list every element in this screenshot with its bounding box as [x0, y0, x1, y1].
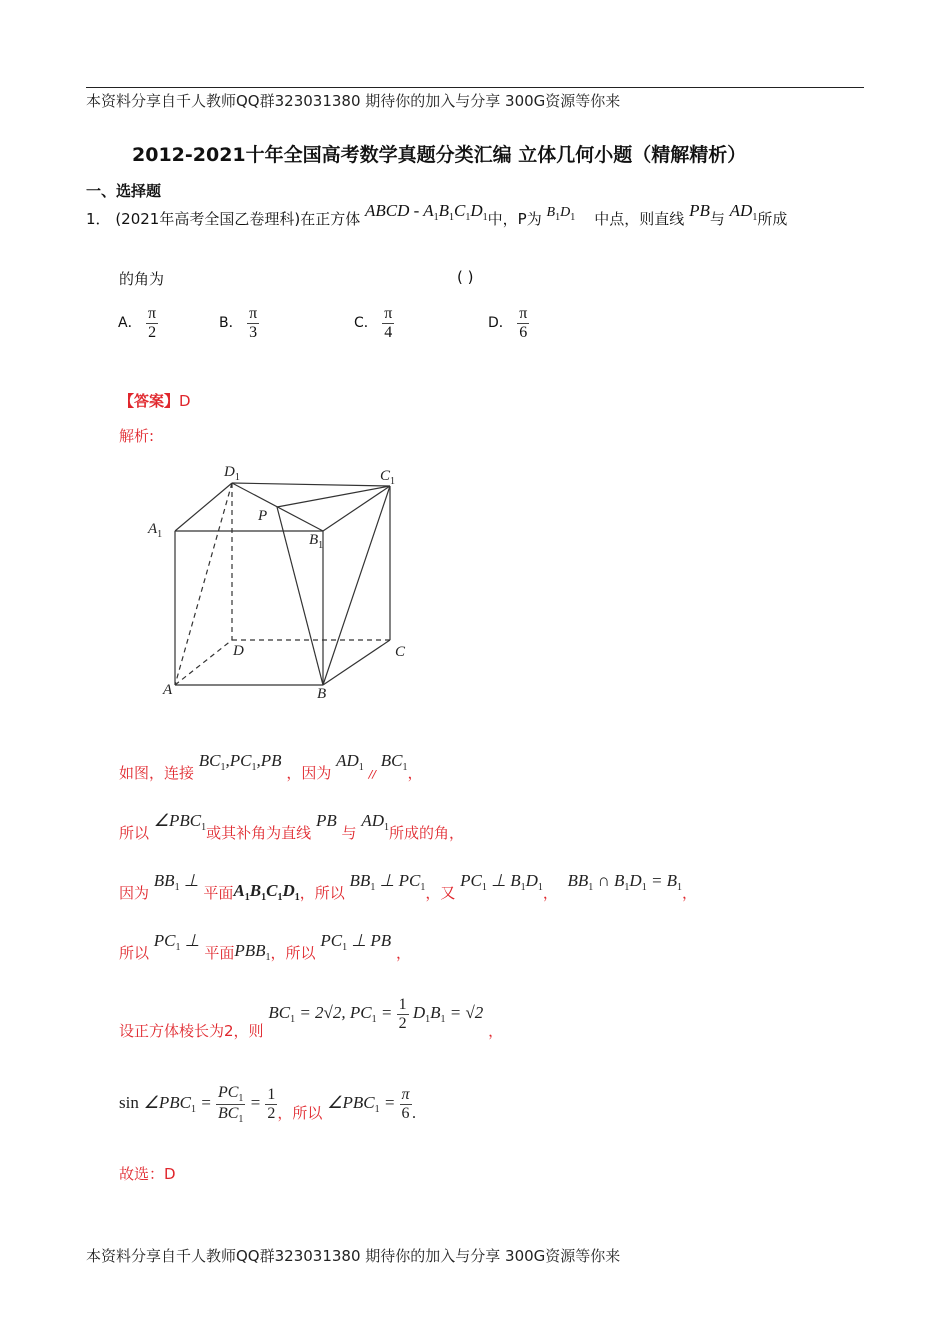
label-b: B: [317, 686, 327, 702]
solution-text: 平面: [204, 944, 235, 962]
header-rule: [86, 87, 864, 88]
solution-text: 因为: [119, 884, 150, 902]
math-bb1-perp-pc1: $BB_1$ ⊥ $PC_1$: [349, 871, 426, 893]
question-text-5: 与: [709, 210, 725, 228]
option-d[interactable]: [488, 305, 529, 341]
solution-text: ，: [488, 1022, 504, 1040]
math-bc1-pc1-pb: $BC_1,PC_1,PB$: [198, 751, 282, 773]
option-a[interactable]: [118, 305, 158, 341]
solution-text: 所以: [119, 824, 150, 842]
solution-text: ，: [542, 884, 558, 902]
label-p: P: [258, 508, 268, 524]
option-b[interactable]: [219, 305, 259, 341]
solution-text: 平面: [203, 884, 234, 902]
solution-text: 所成的角，: [388, 824, 464, 842]
segment-b1d1: $B_1D_1$: [546, 205, 576, 223]
question-text-3: 为: [526, 210, 542, 228]
label-c: C: [395, 644, 406, 660]
solution-text: ，所以: [270, 944, 316, 962]
math-pc1-perp-pb: $PC_1$ ⊥ PB: [320, 931, 392, 953]
solution-text: ，: [395, 944, 411, 962]
math-sin-formula: $\angle PBC_1$ = $\frac{PC_1}{BC_1}$ = $\frac{1}{2}$: [143, 1084, 276, 1125]
option-c-label: C．: [354, 315, 378, 332]
solution-text: ，所以: [277, 1104, 323, 1123]
solution-text: ，又: [425, 884, 456, 902]
solution-text: 所以: [119, 944, 150, 962]
question-line-2: 的角为: [119, 270, 165, 288]
section-heading: 一、选择题: [86, 182, 162, 200]
solution-text: ，: [682, 884, 698, 902]
label-a: A: [163, 682, 173, 698]
option-c-value: $\frac{\pi}{4}$: [384, 305, 393, 341]
segment-bc1: [323, 486, 390, 685]
question-number: 1．: [86, 210, 111, 228]
solution-text: ，: [407, 764, 423, 782]
solution-line-4: [119, 930, 411, 963]
solution-text: ，所以: [299, 884, 345, 902]
option-a-label: A．: [118, 315, 142, 332]
edge-bc: [323, 640, 390, 685]
question-text-2: 中，: [487, 210, 518, 228]
solution-line-2: [119, 810, 464, 842]
solution-line-1: [119, 750, 423, 782]
option-d-value: $\frac{\pi}{6}$: [519, 305, 528, 341]
label-a1: $A_1$: [148, 521, 163, 540]
question-source: (2021年高考全国乙卷理科): [115, 210, 301, 228]
solution-text: 设正方体棱长为2，则: [119, 1022, 264, 1040]
math-pb: PB: [315, 811, 337, 830]
edge-d1c1: [232, 483, 390, 486]
solution-text: 或其补角为直线: [206, 824, 312, 842]
question-text-6: 所成: [757, 210, 788, 228]
answer-label: 【答案】: [119, 392, 180, 410]
point-p: P: [517, 210, 527, 228]
solution-line-3: [119, 870, 698, 903]
math-pc1-perp: $PC_1$ ⊥: [153, 931, 200, 953]
parallel-symbol: //: [368, 768, 376, 781]
math-angle-result: $\angle PBC_1$ = $\frac{\pi}{6}$: [327, 1086, 410, 1122]
cube-name: ABCD - $A_1B_1C_1D_1$: [365, 201, 488, 223]
option-b-value: $\frac{\pi}{3}$: [249, 305, 258, 341]
math-lengths: $BC_1 = 2√2$, $PC_1$ = $\frac{1}{2}$ $D_1B_1 = √2$: [268, 996, 484, 1032]
footer-banner: 本资料分享自千人教师QQ群323031380 期待你的加入与分享 300G资源等你来: [86, 1247, 621, 1265]
solution-text: 与: [341, 824, 357, 842]
math-bb1-perp: $BB_1$ ⊥: [153, 871, 199, 893]
analysis-label: 解析:: [119, 427, 155, 445]
final-answer: 故选：D: [119, 1165, 176, 1183]
option-c[interactable]: [354, 305, 394, 341]
option-d-label: D．: [488, 315, 513, 332]
answer-paren: ( ): [457, 268, 474, 286]
segment-pc1: [277, 486, 390, 507]
solution-line-5: [119, 990, 504, 1040]
solution-text: 如图，连接: [119, 764, 195, 782]
math-pbb1: $PBB_1$: [234, 941, 271, 963]
math-ad1: $AD_1$: [361, 811, 389, 833]
math-a1b1c1d1: $A_1B_1C_1D_1$: [233, 881, 300, 903]
question-text-4: 中点，则直线: [594, 210, 685, 228]
question-line-1: [86, 201, 788, 231]
label-c1: $C_1$: [380, 468, 396, 487]
solution-text: .: [411, 1104, 417, 1123]
page-title: 2012-2021十年全国高考数学真题分类汇编 立体几何小题（精解精析）: [132, 144, 747, 166]
answer-line: [119, 390, 191, 411]
math-pc1-perp-b1d1: $PC_1$ ⊥ $B_1D_1$: [460, 871, 543, 893]
answer-value: D: [179, 392, 191, 410]
segment-ad1: [175, 483, 232, 685]
line-ad1: $AD_1$: [729, 201, 758, 223]
header-banner: 本资料分享自千人教师QQ群323031380 期待你的加入与分享 300G资源等你来: [86, 92, 621, 110]
option-b-label: B．: [219, 315, 243, 332]
math-bc1: $BC_1$: [380, 751, 408, 773]
label-d1: $D_1$: [224, 464, 240, 483]
edge-ad: [175, 640, 232, 685]
edge-a1d1: [175, 483, 232, 531]
math-intersection: $BB_1$ ∩ $B_1D_1 = B_1$: [567, 871, 683, 893]
math-sin: sin: [119, 1093, 139, 1113]
solution-line-6: [119, 1074, 417, 1125]
cube-figure: [140, 458, 430, 703]
label-d: D: [233, 643, 244, 659]
label-b1: $B_1$: [309, 532, 324, 551]
question-text: 在正方体: [300, 210, 361, 228]
math-angle-pbc1: $\angle PBC_1$: [153, 811, 207, 833]
math-ad1: $AD_1$: [336, 751, 364, 773]
line-pb: PB: [689, 201, 710, 220]
solution-text: ，因为: [286, 764, 332, 782]
option-a-value: $\frac{\pi}{2}$: [148, 305, 157, 341]
